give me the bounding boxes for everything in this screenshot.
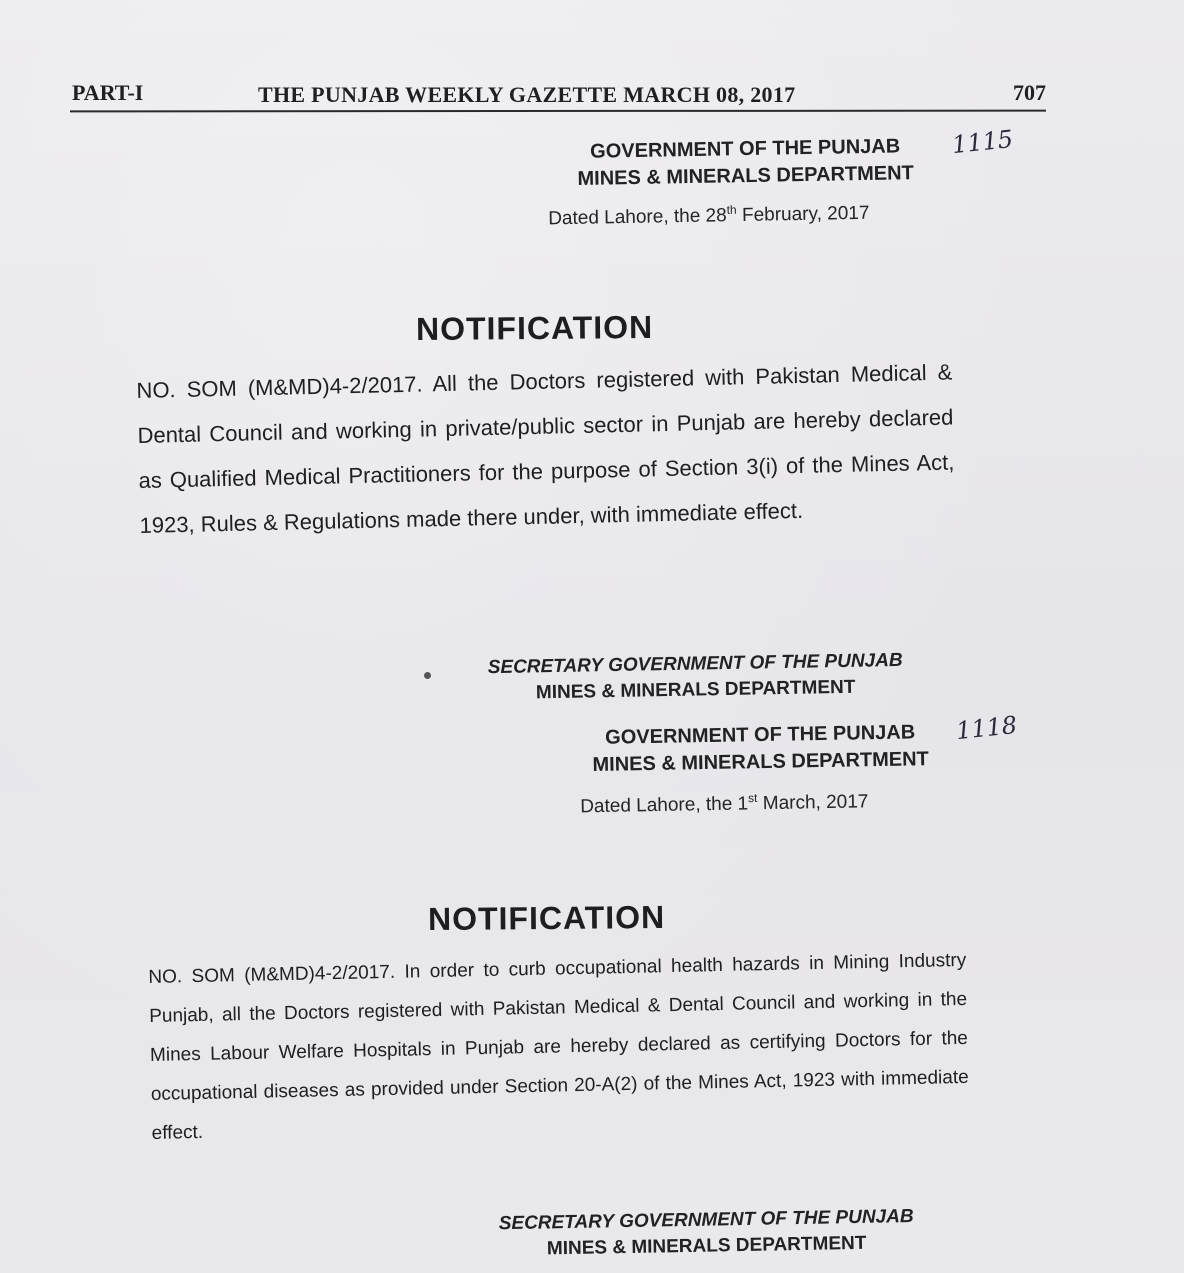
gazette-header — [70, 78, 1046, 110]
notice2-gov-line1: GOVERNMENT OF THE PUNJAB — [605, 721, 916, 749]
notice1-date-sup: th — [726, 202, 737, 217]
notice1-signature-line2: MINES & MINERALS DEPARTMENT — [535, 676, 856, 704]
notice2-gov-line2: MINES & MINERALS DEPARTMENT — [592, 748, 929, 777]
notice2-handwritten-number: 1118 — [954, 710, 1019, 746]
notice2-date-prefix: Dated Lahore, the 1 — [580, 793, 749, 818]
notice1-gov-line2: MINES & MINERALS DEPARTMENT — [577, 162, 914, 191]
notice2-title: NOTIFICATION — [427, 898, 666, 938]
notice2-signature-line2: MINES & MINERALS DEPARTMENT — [546, 1232, 867, 1260]
notice2-government-heading — [535, 718, 986, 780]
notice1-date — [548, 200, 870, 230]
notice1-handwritten-number: 1115 — [950, 124, 1015, 160]
notice2-signature-line1: SECRETARY GOVERNMENT OF THE PUNJAB — [498, 1206, 914, 1235]
notice1-body: NO. SOM (M&MD)4-2/2017. All the Doctors registered with Pakistan Medical & Dental Council and working in private/public sector in Punjab are hereby declared as Qualified Medical Practitioners for the purpose of Section 3(i) of the Mines Act, 1923, Rules & Regulations made there under, with immediate effect. — [136, 359, 955, 538]
notice1-signature — [440, 647, 951, 708]
notice1-signature-line1: SECRETARY GOVERNMENT OF THE PUNJAB — [487, 649, 903, 679]
header-divider — [70, 110, 1046, 113]
notice2-date — [580, 789, 869, 818]
page-number: 707 — [1013, 80, 1046, 105]
notice1-government-heading — [520, 132, 971, 194]
notice2-body: NO. SOM (M&MD)4-2/2017. In order to curb occupational health hazards in Mining Industry Punjab, all the Doctors registered with Pakistan Medical & Dental Council and working in the Mines Labour Welfare Hospitals in Punjab are hereby declared as certifying Doctors for the occupational diseases as provided under Section 20-A(2) of the Mines Act, 1923 with immediate effect. — [148, 949, 969, 1144]
notice1-gov-line1: GOVERNMENT OF THE PUNJAB — [590, 135, 901, 163]
notice2-date-sup: st — [747, 790, 758, 806]
part-label: PART-I — [72, 80, 144, 105]
notice1-title: NOTIFICATION — [415, 308, 654, 348]
notice2-date-suffix: March, 2017 — [757, 791, 869, 815]
notice2-signature — [456, 1203, 957, 1264]
bullet-mark — [424, 672, 431, 679]
gazette-title: THE PUNJAB WEEKLY GAZETTE MARCH 08, 2017 — [258, 82, 796, 107]
notice1-date-suffix: February, 2017 — [736, 202, 870, 227]
notice1-date-prefix: Dated Lahore, the 28 — [548, 205, 727, 230]
